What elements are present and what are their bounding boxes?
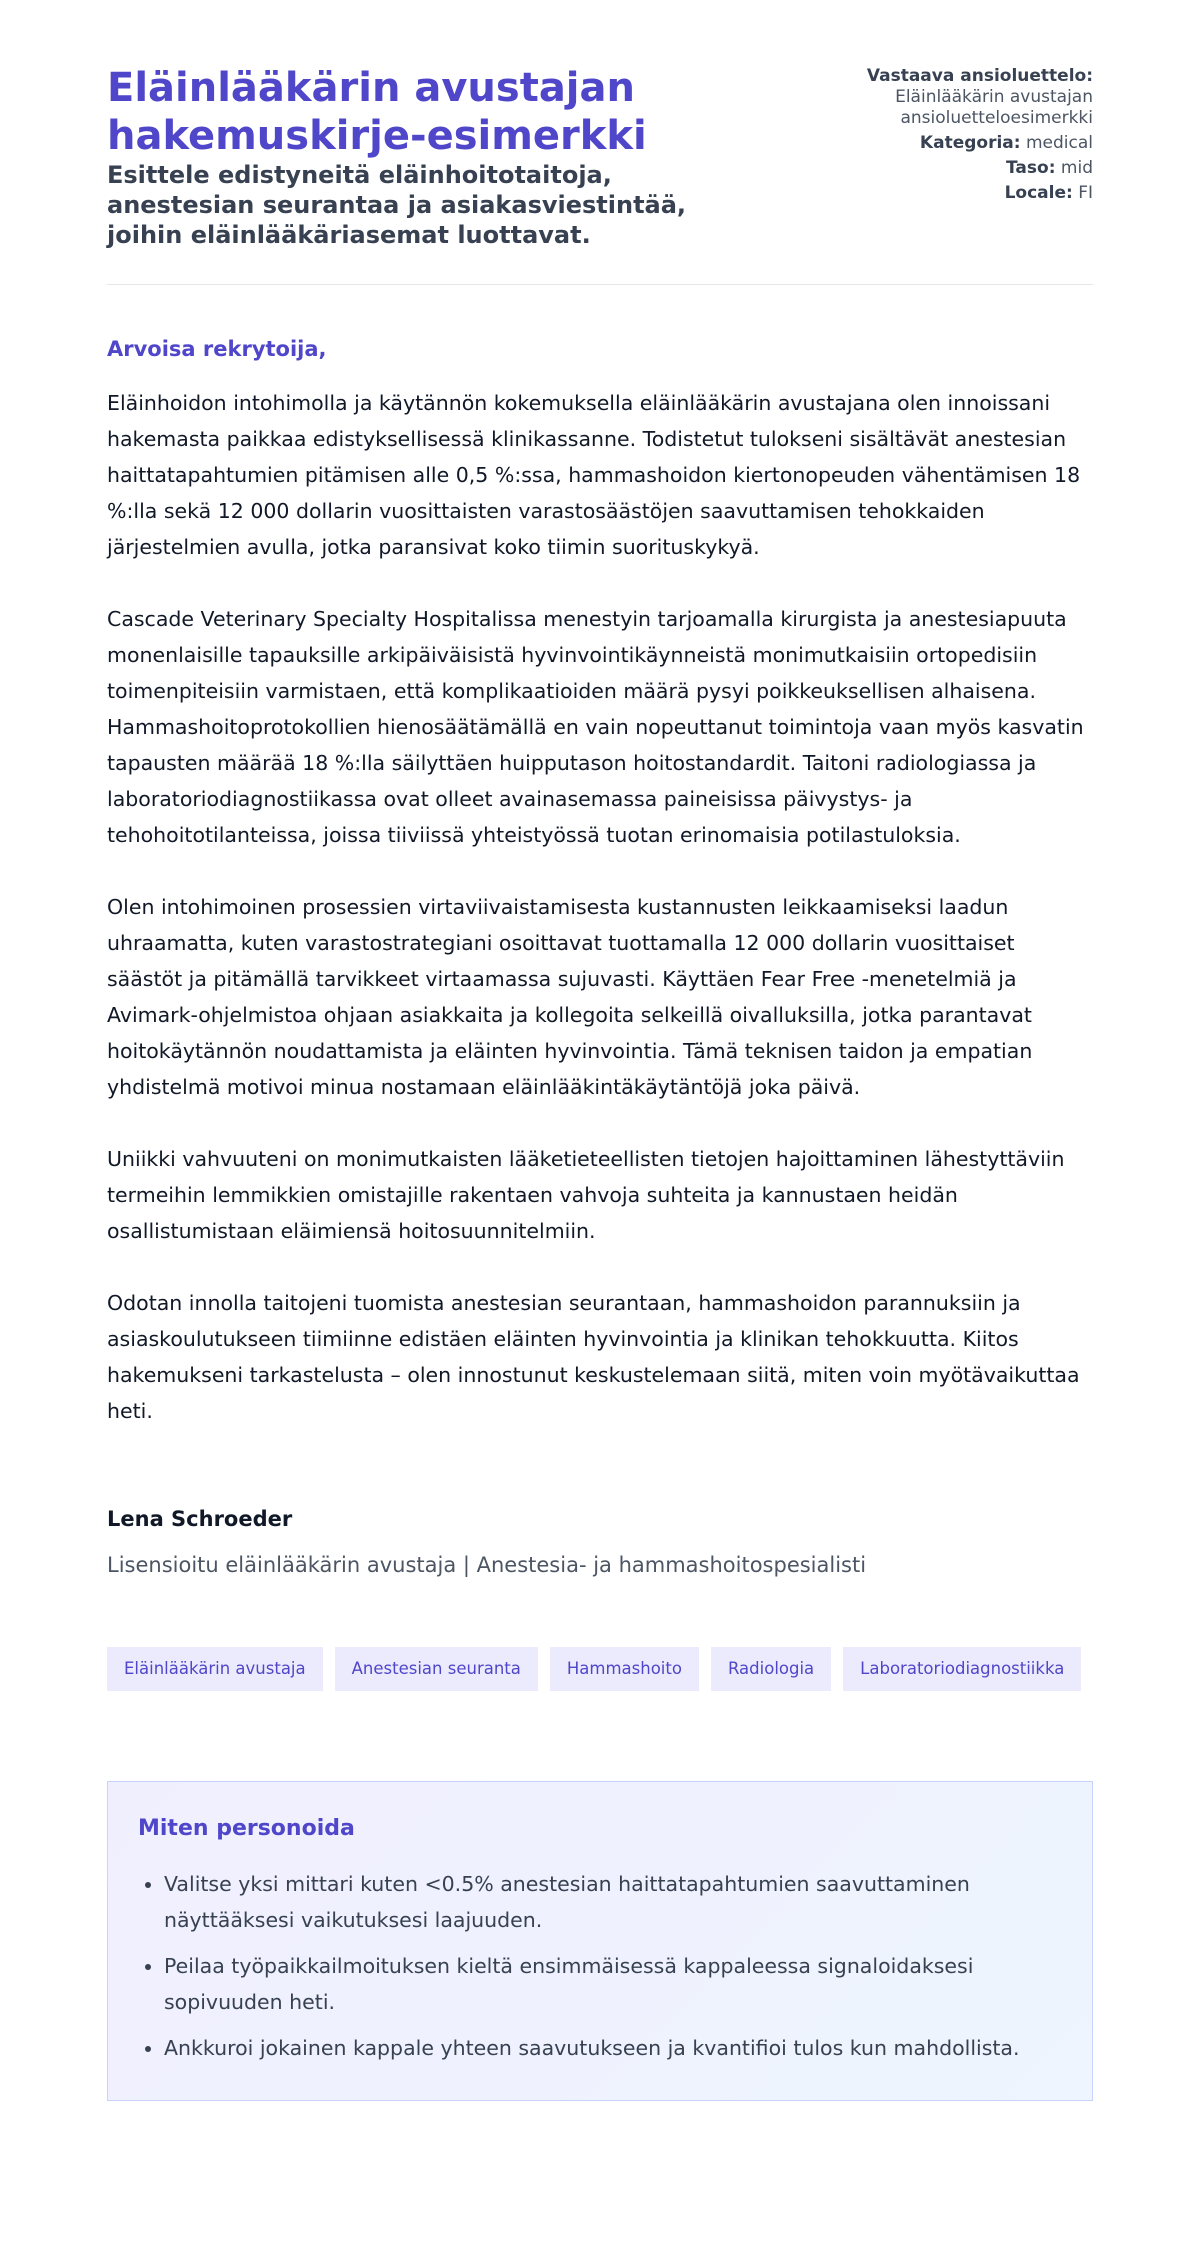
signature-name: Lena Schroeder (107, 1507, 293, 1531)
meta-resume-value: Eläinlääkärin avustajan ansioluetteloesimerkki (895, 87, 1093, 128)
meta-level-value: mid (1060, 158, 1093, 178)
meta-locale (793, 183, 1093, 204)
tips-title: Miten personoida (138, 1816, 355, 1841)
letter-greeting: Arvoisa rekrytoija, (107, 337, 327, 361)
skill-tags (107, 1647, 1097, 1691)
meta-locale-label: Locale: (1004, 183, 1073, 203)
letter-paragraph: Odotan innolla taitojeni tuomista anestesian seurantaan, hammashoidon parannuksiin ja asiaskoulutukseen tiimiinne edistäen eläinten hyvinvointia ja klinikan tehokkuutta. Kiitos hakemukseni tarkastelusta – olen innostunut keskustelemaan siitä, miten voin myötävaikuttaa heti. (107, 1291, 1080, 1423)
meta-category-value: medical (1025, 133, 1093, 153)
meta-panel (793, 64, 1093, 208)
letter-body (107, 335, 1093, 1429)
meta-resume (793, 66, 1093, 129)
skill-tag: Anestesian seuranta (335, 1647, 538, 1691)
meta-locale-value: FI (1078, 183, 1093, 203)
page-title: Eläinlääkärin avustajan hakemuskirje-esimerkki (107, 65, 647, 159)
letter-paragraph: Uniikki vahvuuteni on monimutkaisten lääketieteellisten tietojen hajoittaminen lähestyttäviin termeihin lemmikkien omistajille rakentaen vahvoja suhteita ja kannustaen heidän osallistumistaan eläimiensä hoitosuunnitelmiin. (107, 1147, 1065, 1243)
title-block (107, 64, 757, 250)
meta-category (793, 133, 1093, 154)
signature-block (107, 1505, 1093, 1579)
letter-paragraph: Olen intohimoinen prosessien virtaviivaistamisesta kustannusten leikkaamiseksi laadun uhraamatta, kuten varastostrategiani osoittavat tuottamalla 12 000 dollarin vuosittaiset säästöt ja pitämällä tarvikkeet virtaamassa sujuvasti. Käyttäen Fear Free -menetelmiä ja Avimark-ohjelmistoa ohjaan asiakkaita ja kollegoita selkeillä oivalluksilla, jotka parantavat hoitokäytännön noudattamista ja eläinten hyvinvointia. Tämä teknisen taidon ja empatian yhdistelmä motivoi minua nostamaan eläinlääkintäkäytäntöjä joka päivä. (107, 895, 1033, 1099)
skill-tag: Hammashoito (550, 1647, 699, 1691)
page-subtitle: Esittele edistyneitä eläinhoitotaitoja, anestesian seurantaa ja asiakasviestintää, joihin eläinlääkäriasemat luottavat. (107, 161, 687, 249)
skill-tag: Eläinlääkärin avustaja (107, 1647, 323, 1691)
personalization-tips (107, 1781, 1093, 2101)
tips-list (138, 1866, 1062, 2066)
page-header (107, 64, 1093, 285)
meta-category-label: Kategoria: (919, 133, 1021, 153)
letter-paragraph: Cascade Veterinary Specialty Hospitalissa menestyin tarjoamalla kirurgista ja anestesiapuuta monenlaisille tapauksille arkipäiväisistä hyvinvointikäynneistä monimutkaisiin ortopedisiin toimenpiteisiin varmistaen, että komplikaatioiden määrä pysyi poikkeuksellisen alhaisena. Hammashoitoprotokollien hienosäätämällä en vain nopeuttanut toimintoja vaan myös kasvatin tapausten määrää 18 %:lla säilyttäen huipputason hoitostandardit. Taitoni radiologiassa ja laboratoriodiagnostiikassa ovat olleet avainasemassa paineisissa päivystys- ja tehohoitotilanteissa, joissa tiiviissä yhteistyössä tuotan erinomaisia potilastuloksia. (107, 607, 1084, 847)
signature-title: Lisensioitu eläinlääkärin avustaja | Anestesia- ja hammashoitospesialisti (107, 1553, 867, 1577)
meta-level-label: Taso: (1006, 158, 1056, 178)
skill-tag: Laboratoriodiagnostiikka (843, 1647, 1081, 1691)
meta-level (793, 158, 1093, 179)
skill-tag: Radiologia (711, 1647, 831, 1691)
tip-item: • Valitse yksi mittari kuten <0.5% anestesian haittatapahtumien saavuttaminen näyttääksesi vaikutuksesi laajuuden. (164, 1866, 1062, 1938)
tip-item: • Ankkuroi jokainen kappale yhteen saavutukseen ja kvantifioi tulos kun mahdollista. (164, 2030, 1062, 2066)
tip-item: • Peilaa työpaikkailmoituksen kieltä ensimmäisessä kappaleessa signaloidaksesi sopivuuden heti. (164, 1948, 1062, 2020)
letter-paragraph: Eläinhoidon intohimolla ja käytännön kokemuksella eläinlääkärin avustajana olen innoissani hakemasta paikkaa edistyksellisessä klinikassanne. Todistetut tulokseni sisältävät anestesian haittatapahtumien pitämisen alle 0,5 %:ssa, hammashoidon kiertonopeuden vähentämisen 18 %:lla sekä 12 000 dollarin vuosittaisten varastosäästöjen saavuttamisen tehokkaiden järjestelmien avulla, jotka paransivat koko tiimin suorituskykyä. (107, 391, 1081, 559)
meta-resume-label: Vastaava ansioluettelo: (866, 66, 1093, 86)
